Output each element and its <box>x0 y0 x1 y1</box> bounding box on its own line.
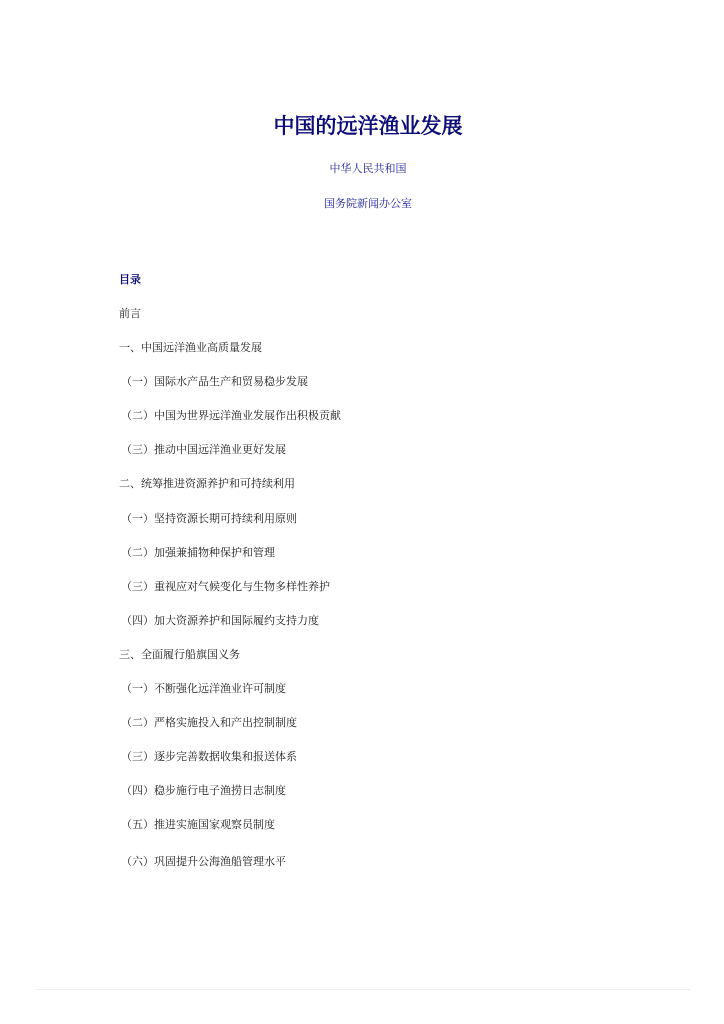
page-bottom-divider <box>36 989 690 990</box>
issuer-office: 国务院新闻办公室 <box>324 197 412 210</box>
toc-item-preface[interactable]: 前言 <box>119 307 141 320</box>
toc-item-section-3-5[interactable]: （五）推进实施国家观察员制度 <box>121 818 275 832</box>
toc-heading: 目录 <box>119 273 141 286</box>
toc-item-section-2-1[interactable]: （一）坚持资源长期可持续利用原则 <box>121 511 297 525</box>
issuer-country: 中华人民共和国 <box>329 162 407 175</box>
toc-list <box>119 306 679 888</box>
toc-item-section-2-2[interactable]: （二）加强兼捕物种保护和管理 <box>121 545 275 559</box>
toc-item-section-1-3[interactable]: （三）推动中国远洋渔业更好发展 <box>121 443 286 457</box>
toc-item-section-1-1[interactable]: （一）国际水产品生产和贸易稳步发展 <box>121 375 308 389</box>
toc-item-section-3-2[interactable]: （二）严格实施投入和产出控制制度 <box>121 716 297 730</box>
table-of-contents <box>119 272 679 888</box>
toc-item-section-3[interactable]: 三、全面履行船旗国义务 <box>119 647 240 661</box>
toc-item-section-2-3[interactable]: （三）重视应对气候变化与生物多样性养护 <box>121 579 330 593</box>
toc-item-section-1[interactable]: 一、中国远洋渔业高质量发展 <box>119 341 262 355</box>
toc-item-section-3-1[interactable]: （一）不断强化远洋渔业许可制度 <box>121 682 286 696</box>
toc-item-section-3-6[interactable]: （六）巩固提升公海渔船管理水平 <box>121 854 286 868</box>
toc-item-section-3-3[interactable]: （三）逐步完善数据收集和报送体系 <box>121 750 297 764</box>
document-title: 中国的远洋渔业发展 <box>273 114 463 138</box>
toc-item-section-3-4[interactable]: （四）稳步施行电子渔捞日志制度 <box>121 784 286 798</box>
toc-item-section-2-4[interactable]: （四）加大资源养护和国际履约支持力度 <box>121 613 319 627</box>
toc-item-section-1-2[interactable]: （二）中国为世界远洋渔业发展作出积极贡献 <box>121 409 341 423</box>
toc-item-section-2[interactable]: 二、统筹推进资源养护和可持续利用 <box>119 477 295 491</box>
